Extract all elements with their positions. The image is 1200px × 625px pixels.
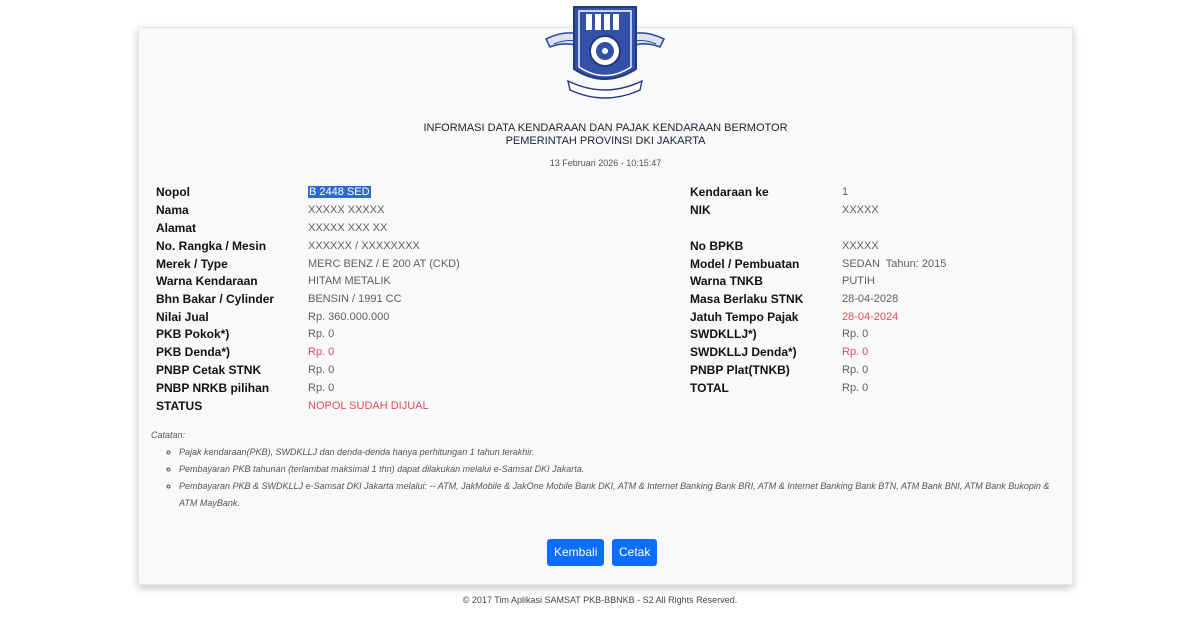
- notes-list: [151, 444, 1066, 512]
- value-status: NOPOL SUDAH DIJUAL: [308, 400, 429, 412]
- print-button[interactable]: Cetak: [612, 539, 657, 566]
- label-rangka-mesin: No. Rangka / Mesin: [156, 239, 267, 253]
- label-swdkllj-denda: SWDKLLJ Denda*): [690, 345, 797, 359]
- label-kendaraan-ke: Kendaraan ke: [690, 185, 769, 199]
- value-nilai-jual: Rp. 360.000.000: [308, 311, 390, 323]
- value-total: Rp. 0: [842, 382, 869, 394]
- value-no-bpkb: XXXXX: [842, 240, 879, 252]
- selected-text[interactable]: B 2448 SED: [309, 186, 370, 198]
- police-emblem-logo: [544, 3, 666, 103]
- value-swdkllj: Rp. 0: [842, 328, 869, 340]
- label-nopol: Nopol: [156, 185, 190, 199]
- label-pnbp-cetak-stnk: PNBP Cetak STNK: [156, 363, 262, 377]
- value-nik: XXXXX: [842, 204, 879, 216]
- label-model-pembuatan: Model / Pembuatan: [690, 257, 800, 271]
- note-item: ◦ Pajak kendaraan(PKB), SWDKLLJ dan denda-denda hanya perhitungan 1 tahun terakhir.: [179, 444, 1066, 461]
- label-alamat: Alamat: [156, 221, 197, 235]
- value-pnbp-cetak-stnk: Rp. 0: [308, 364, 335, 376]
- label-status: STATUS: [156, 399, 203, 413]
- value-warna-tnkb: PUTIH: [842, 275, 875, 287]
- value-nopol[interactable]: [308, 184, 371, 201]
- value-nama: XXXXX XXXXX: [308, 204, 385, 216]
- footer-copyright: © 2017 Tim Aplikasi SAMSAT PKB-BBNKB - S2 All Rights Reserved.: [462, 595, 738, 605]
- label-nama: Nama: [156, 203, 189, 217]
- label-swdkllj: SWDKLLJ*): [690, 327, 757, 341]
- value-pkb-pokok: Rp. 0: [308, 328, 335, 340]
- label-pnbp-nrkb: PNBP NRKB pilihan: [156, 381, 270, 395]
- value-model-pembuatan: SEDAN Tahun: 2015: [842, 258, 947, 270]
- value-kendaraan-ke: 1: [842, 186, 849, 198]
- value-merek-type: MERC BENZ / E 200 AT (CKD): [308, 258, 460, 270]
- label-masa-berlaku-stnk: Masa Berlaku STNK: [690, 292, 804, 306]
- value-jatuh-tempo-pajak: 28-04-2024: [842, 311, 899, 323]
- value-warna-kendaraan: HITAM METALIK: [308, 275, 391, 287]
- label-nilai-jual: Nilai Jual: [156, 310, 209, 324]
- back-button[interactable]: Kembali: [547, 539, 604, 566]
- vehicle-info-card: [138, 27, 1073, 585]
- note-item: ◦ Pembayaran PKB tahunan (terlambat maksimal 1 thn) dapat dilakukan melalui e-Samsat DKI Jakarta.: [179, 461, 1066, 478]
- label-nik: NIK: [690, 203, 711, 217]
- notes-heading: Catatan:: [151, 430, 186, 440]
- value-swdkllj-denda: Rp. 0: [842, 346, 869, 358]
- note-item: ◦ Pembayaran PKB & SWDKLLJ e-Samsat DKI Jakarta melalui: -- ATM, JakMobile & JakOne Mobile Bank DKI, ATM & Internet Banking Bank BRI, ATM & Internet Banking Bank BTN, ATM Bank BNI, ATM Bank Bukopin & ATM MayBank.: [179, 478, 1066, 512]
- label-pkb-pokok: PKB Pokok*): [156, 327, 230, 341]
- label-total: TOTAL: [690, 381, 729, 395]
- label-warna-tnkb: Warna TNKB: [690, 274, 763, 288]
- label-no-bpkb: No BPKB: [690, 239, 744, 253]
- label-pnbp-plat: PNBP Plat(TNKB): [690, 363, 790, 377]
- value-masa-berlaku-stnk: 28-04-2028: [842, 293, 899, 305]
- page-subtitle: PEMERINTAH PROVINSI DKI JAKARTA: [505, 135, 706, 147]
- value-alamat: XXXXX XXX XX: [308, 222, 388, 234]
- value-pnbp-nrkb: Rp. 0: [308, 382, 335, 394]
- value-pnbp-plat: Rp. 0: [842, 364, 869, 376]
- value-rangka-mesin: XXXXXX / XXXXXXXX: [308, 240, 420, 252]
- label-jatuh-tempo-pajak: Jatuh Tempo Pajak: [690, 310, 799, 324]
- label-warna-kendaraan: Warna Kendaraan: [156, 274, 258, 288]
- notes-section: [151, 430, 1066, 512]
- timestamp: 13 Februari 2026 - 10:15:47: [549, 158, 662, 168]
- page-title: INFORMASI DATA KENDARAAN DAN PAJAK KENDARAAN BERMOTOR: [423, 122, 788, 134]
- value-bahan-bakar: BENSIN / 1991 CC: [308, 293, 402, 305]
- label-merek-type: Merek / Type: [156, 257, 228, 271]
- label-bahan-bakar: Bhn Bakar / Cylinder: [156, 292, 275, 306]
- label-pkb-denda: PKB Denda*): [156, 345, 231, 359]
- value-pkb-denda: Rp. 0: [308, 346, 335, 358]
